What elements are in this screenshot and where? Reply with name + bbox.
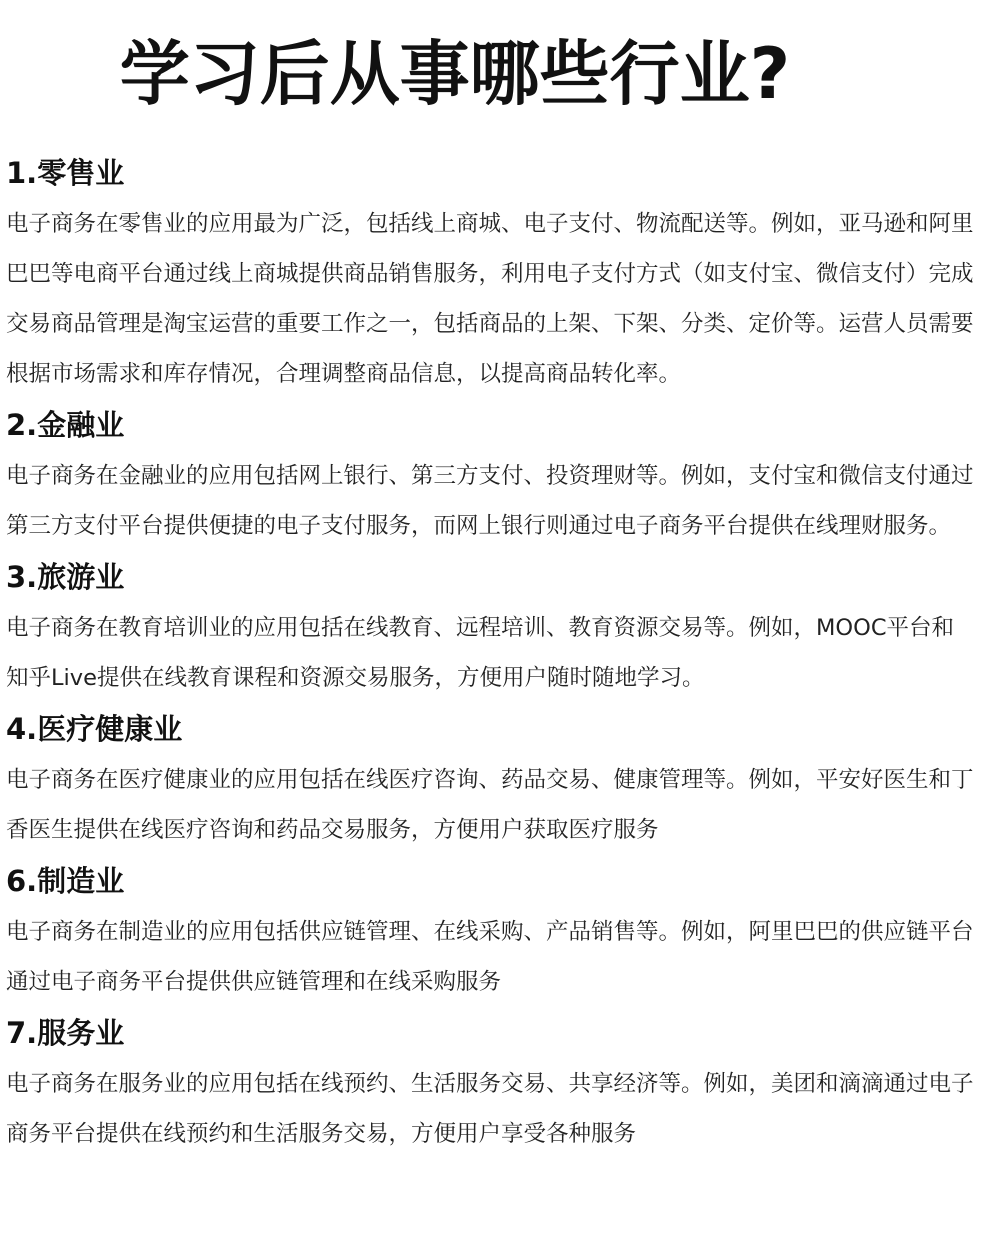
section-heading: 7.服务业	[6, 1016, 125, 1050]
section-services	[6, 1007, 976, 1159]
section-heading: 3.旅游业	[6, 560, 125, 594]
section-finance	[6, 399, 976, 551]
section-body: 电子商务在制造业的应用包括供应链管理、在线采购、产品销售等。例如，阿里巴巴的供应链平台通过电子商务平台提供供应链管理和在线采购服务	[6, 919, 974, 995]
section-heading: 4.医疗健康业	[6, 712, 183, 746]
section-manufacturing	[6, 855, 976, 1007]
article-content	[6, 147, 976, 1159]
page-title: 学习后从事哪些行业?	[119, 33, 791, 115]
section-body: 电子商务在教育培训业的应用包括在线教育、远程培训、教育资源交易等。例如，MOOC平台和知乎Live提供在线教育课程和资源交易服务，方便用户随时随地学习。	[6, 615, 955, 691]
section-heading: 2.金融业	[6, 408, 125, 442]
section-body: 电子商务在金融业的应用包括网上银行、第三方支付、投资理财等。例如，支付宝和微信支付通过第三方支付平台提供便捷的电子支付服务，而网上银行则通过电子商务平台提供在线理财服务。	[6, 463, 974, 539]
section-heading: 6.制造业	[6, 864, 125, 898]
section-retail	[6, 147, 976, 399]
section-body: 电子商务在医疗健康业的应用包括在线医疗咨询、药品交易、健康管理等。例如，平安好医生和丁香医生提供在线医疗咨询和药品交易服务，方便用户获取医疗服务	[6, 767, 974, 843]
section-tourism	[6, 551, 976, 703]
section-heading: 1.零售业	[6, 156, 125, 190]
section-body: 电子商务在服务业的应用包括在线预约、生活服务交易、共享经济等。例如，美团和滴滴通过电子商务平台提供在线预约和生活服务交易，方便用户享受各种服务	[6, 1071, 974, 1147]
section-body: 电子商务在零售业的应用最为广泛，包括线上商城、电子支付、物流配送等。例如，亚马逊和阿里巴巴等电商平台通过线上商城提供商品销售服务，利用电子支付方式（如支付宝、微信支付）完成交易商品管理是淘宝运营的重要工作之一，包括商品的上架、下架、分类、定价等。运营人员需要根据市场需求和库存情况，合理调整商品信息，以提高商品转化率。	[6, 211, 974, 387]
section-healthcare	[6, 703, 976, 855]
